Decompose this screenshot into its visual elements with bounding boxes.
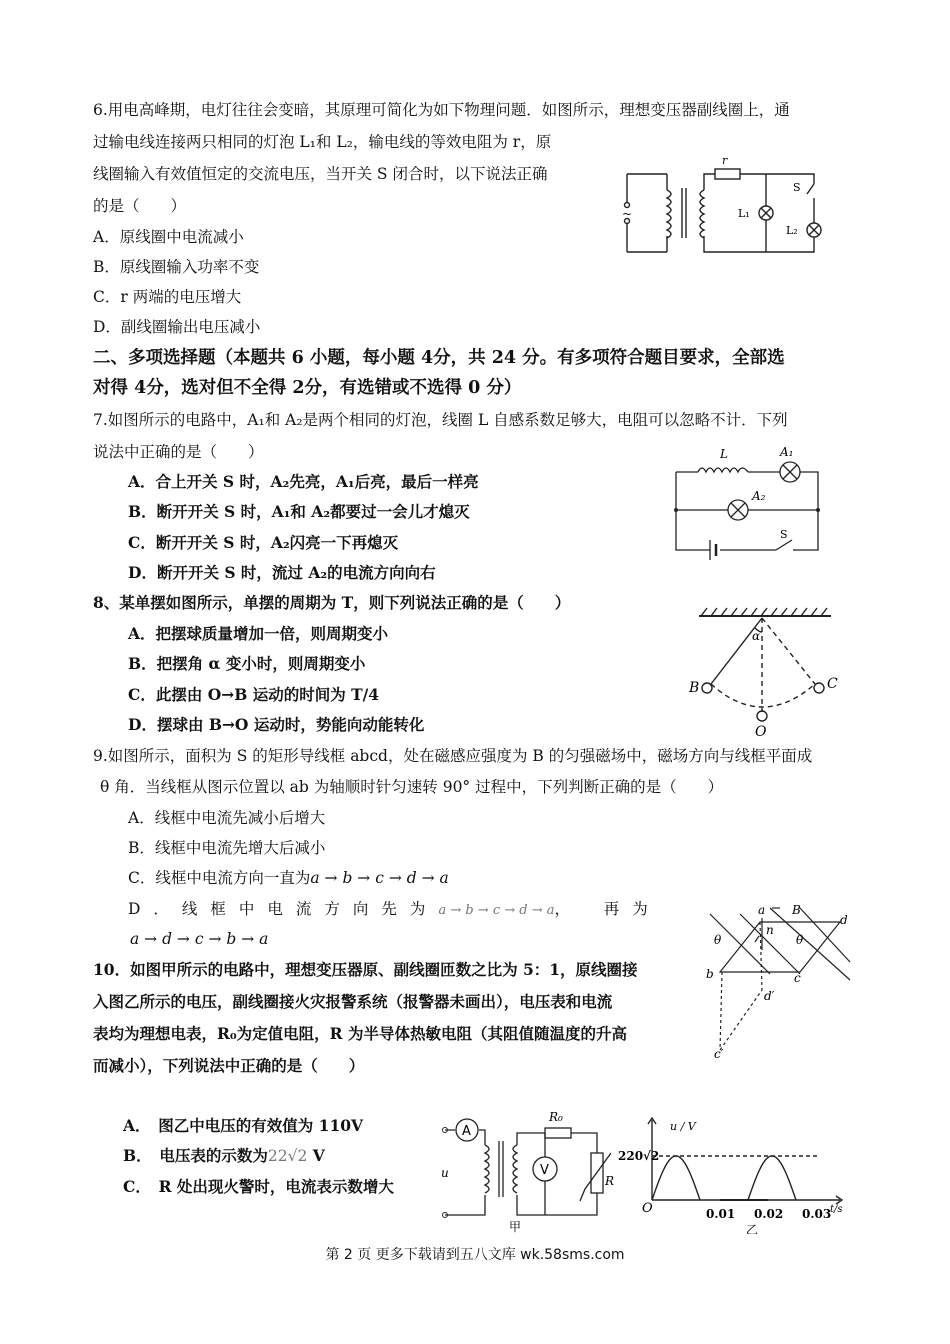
q9-fig-theta-right-label: θ xyxy=(796,933,804,947)
q9-fig-n-label: n xyxy=(766,923,774,937)
q9-option-d-math-2: a → d → c → b → a xyxy=(130,930,269,948)
q9-option-c xyxy=(128,868,449,888)
q9-option-b: B．线框中电流先增大后减小 xyxy=(128,839,326,857)
q8-option-a: A．把摆球质量增加一倍，则周期变小 xyxy=(128,624,389,643)
q6-fig-l1-label: L₁ xyxy=(738,207,750,220)
graph-half-wave-2 xyxy=(748,1156,796,1200)
q10-line-3: 表均为理想电表，R₀为定值电阻，R 为半导体热敏电阻（其阻值随温度的升高 xyxy=(93,1024,627,1043)
q9-option-d xyxy=(128,899,661,921)
q6-option-d: D．副线圈输出电压减小 xyxy=(93,318,261,336)
q6-line-2: 过输电线连接两只相同的灯泡 L₁和 L₂，输电线的等效电阻为 r，原 xyxy=(93,133,552,151)
q6-line-4: 的是（ ） xyxy=(93,197,187,215)
q10-voltage-graph-yi xyxy=(618,1108,848,1234)
q9-coil-figure xyxy=(700,900,860,1060)
graph-y-label: u / V xyxy=(670,1120,696,1133)
q6-fig-source-label: ~ xyxy=(622,207,633,221)
q9-option-a: A．线框中电流先减小后增大 xyxy=(128,809,326,827)
q9-fig-field-label: B xyxy=(792,903,801,917)
graph-x-label: t/s xyxy=(830,1204,843,1215)
section-2-heading-line-2: 对得 4分，选对但不全得 2分，有选错或不选得 0 分） xyxy=(93,378,522,398)
q6-option-b: B．原线圈输入功率不变 xyxy=(93,258,260,276)
q10-option-b xyxy=(123,1146,325,1166)
q8-fig-b-label: B xyxy=(689,680,700,696)
q9-fig-theta-left-label: θ xyxy=(714,933,722,947)
graph-origin-label: O xyxy=(642,1201,653,1216)
q10-fig-u-label: u xyxy=(441,1166,449,1180)
q8-line-1: 8、某单摆如图所示，单摆的周期为 T，则下列说法正确的是（ ） xyxy=(93,593,571,612)
q7-fig-a2-label: A₂ xyxy=(752,489,766,503)
page-footer: 第 2 页 更多下载请到五八文库 wk.58sms.com xyxy=(325,1247,625,1263)
q10-fig-ammeter-label: A xyxy=(462,1124,471,1139)
q7-option-c: C．断开开关 S 时，A₂闪亮一下再熄灭 xyxy=(128,533,399,552)
q10-fig-voltmeter-label: V xyxy=(540,1163,549,1178)
q9-fig-a-label: a xyxy=(758,903,766,917)
q10-line-4: 而减小），下列说法中正确的是（ ） xyxy=(93,1056,365,1075)
q6-fig-r-label: r xyxy=(722,154,728,167)
q8-pendulum-figure xyxy=(685,600,845,740)
q8-fig-o-label: O xyxy=(755,724,767,740)
q10-option-b-unit: V xyxy=(307,1146,325,1165)
graph-x-tick-2: 0.02 xyxy=(754,1207,784,1221)
q6-option-c: C．r 两端的电压增大 xyxy=(93,288,242,306)
q8-option-b: B．把摆角 α 变小时，则周期变小 xyxy=(128,654,366,673)
q10-fig-r-label: R xyxy=(605,1174,615,1188)
q9-fig-b-label: b xyxy=(706,967,714,981)
q9-option-d-mid: ， 再为 xyxy=(554,900,661,918)
q9-fig-d-prime-label: d′ xyxy=(764,989,775,1003)
q10-circuit-jia-figure xyxy=(435,1105,615,1233)
q10-line-1: 10．如图甲所示的电路中，理想变压器原、副线圈匝数之比为 5：1，原线圈接 xyxy=(93,960,638,979)
q6-line-1: 6.用电高峰期，电灯往往会变暗，其原理可简化为如下物理问题．如图所示，理想变压器副线圈上，通 xyxy=(93,101,790,119)
q7-fig-inductor-label: L xyxy=(720,447,728,461)
q6-transformer-figure xyxy=(612,154,832,262)
q10-option-a: A． 图乙中电压的有效值为 110V xyxy=(123,1116,364,1135)
q7-option-a: A．合上开关 S 时，A₂先亮，A₁后亮，最后一样亮 xyxy=(128,472,479,491)
q8-option-d: D．摆球由 B→O 运动时，势能向动能转化 xyxy=(128,715,425,734)
section-2-heading-line-1: 二、多项选择题（本题共 6 小题，每小题 4分，共 24 分。有多项符合题目要求，全部选 xyxy=(93,348,785,368)
q6-fig-l2-label: L₂ xyxy=(786,224,798,237)
q10-option-b-text: B． 电压表的示数为 xyxy=(123,1146,268,1165)
q7-fig-s-label: S xyxy=(780,528,788,541)
q6-line-3: 线圈输入有效值恒定的交流电压，当开关 S 闭合时，以下说法正确 xyxy=(93,165,548,183)
q10-fig-jia-caption: 甲 xyxy=(509,1220,522,1233)
q10-line-2: 入图乙所示的电压，副线圈接火灾报警系统（报警器未画出），电压表和电流 xyxy=(93,992,613,1011)
q8-fig-c-label: C xyxy=(827,676,838,692)
q7-option-b: B．断开开关 S 时，A₁和 A₂都要过一会儿才熄灭 xyxy=(128,502,470,521)
q9-fig-c-prime-label: c′ xyxy=(714,1047,724,1060)
graph-x-tick-3: 0.03 xyxy=(802,1207,832,1221)
q9-option-d-text: D．线框中电流方向先为 xyxy=(128,900,439,918)
q7-line-1: 7.如图所示的电路中，A₁和 A₂是两个相同的灯泡，线圈 L 自感系数足够大，电阻可以忽略不计．下列 xyxy=(93,411,788,429)
q10-option-c: C． R 处出现火警时，电流表示数增大 xyxy=(123,1177,394,1196)
q9-line-2: θ 角．当线框从图示位置以 ab 为轴顺时针匀速转 90° 过程中，下列判断正确的是（ ） xyxy=(100,778,724,796)
q6-fig-s-label: S xyxy=(793,181,801,194)
q9-option-c-text: C．线框中电流方向一直为 xyxy=(128,869,311,887)
q9-option-d-math-1: a → b → c → d → a xyxy=(438,903,555,918)
q7-line-2: 说法中正确的是（ ） xyxy=(93,443,264,461)
q10-fig-r0-label: R₀ xyxy=(549,1110,563,1124)
q7-fig-a1-label: A₁ xyxy=(780,445,794,459)
graph-x-tick-1: 0.01 xyxy=(706,1207,736,1221)
q9-fig-d-label: d xyxy=(840,913,848,927)
q8-fig-alpha-label: α xyxy=(752,629,761,643)
q8-option-c: C．此摆由 O→B 运动的时间为 T/4 xyxy=(128,685,380,704)
q9-option-c-math: a → b → c → d → a xyxy=(310,869,449,887)
q9-line-1: 9.如图所示，面积为 S 的矩形导线框 abcd，处在磁感应强度为 B 的匀强磁场中，磁场方向与线框平面成 xyxy=(93,747,813,765)
q10-option-b-value: 22√2 xyxy=(267,1147,308,1165)
q6-option-a: A．原线圈中电流减小 xyxy=(93,228,244,246)
q7-inductor-circuit-figure xyxy=(668,440,828,568)
q7-option-d: D．断开开关 S 时，流过 A₂的电流方向向右 xyxy=(128,563,436,582)
graph-y-tick: 220√2 xyxy=(618,1149,660,1163)
graph-yi-caption: 乙 xyxy=(746,1223,759,1234)
q9-fig-c-label: c xyxy=(794,971,801,985)
